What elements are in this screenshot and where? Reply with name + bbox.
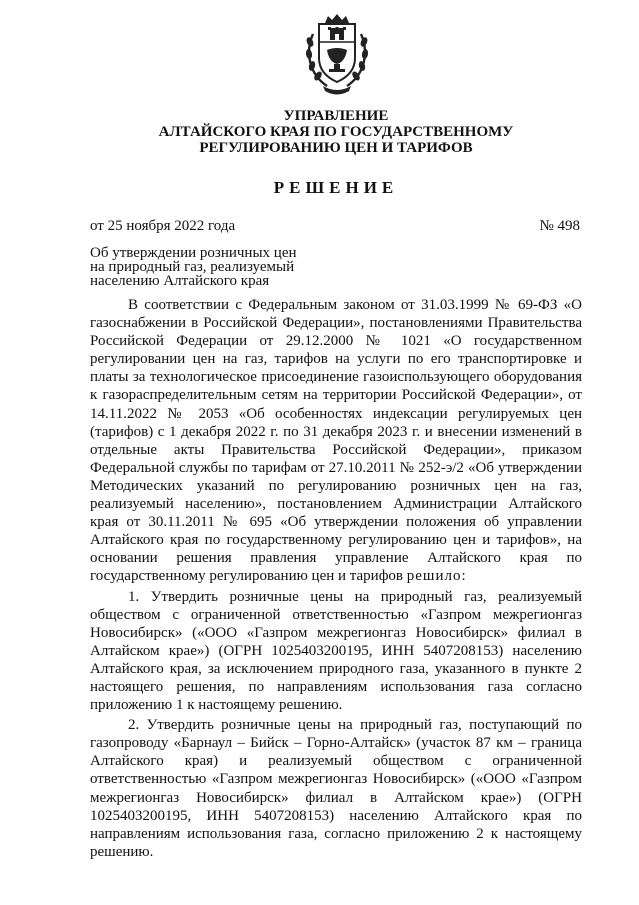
subject-line-2: на природный газ, реализуемый	[90, 259, 295, 275]
document-subject	[90, 246, 297, 288]
document-number: № 498	[539, 218, 580, 234]
document-body	[90, 296, 582, 861]
org-name-line-1: УПРАВЛЕНИЕ	[283, 108, 389, 124]
resolved-word: решило	[406, 568, 462, 585]
org-name-line-3: РЕГУЛИРОВАНИЮ ЦЕН И ТАРИФОВ	[199, 140, 473, 156]
document-date: от 25 ноября 2022 года	[90, 218, 236, 234]
clause-1-paragraph: 1. Утвердить розничные цены на природный газ, реализуемый обществом с ограниченной ответственностью «Газпром межрегионгаз Новосибирск» («ООО «Газпром межрегионгаз Новосибирск» филиал в Алтайском крае») (ОГРН 1025403200195, ИНН 5407208153) населению Алтайского края, за исключением природного газа, указанного в пункте 2 настоящего решения, по направлениям использования газа согласно приложению 1 к настоящему решению.	[90, 588, 582, 714]
preamble-colon: :	[461, 568, 466, 585]
org-name-line-2: АЛТАЙСКОГО КРАЯ ПО ГОСУДАРСТВЕННОМУ	[158, 124, 514, 140]
subject-line-1: Об утверждении розничных цен	[90, 245, 297, 261]
preamble-text: В соответствии с Федеральным законом от 31.03.1999 № 69-ФЗ «О газоснабжении в Российской Федерации», постановлениями Правительства Российской Федерации от 29.12.2000 № 1021 «О государственном регулировании цен на газ, тарифов на услуги по его транспортировке и платы за технологическое присоединение газоиспользующего оборудования к газораспределительным сетям на территории Российской Федерации», от 14.11.2022 № 2053 «Об особенностях индексации регулируемых цен (тарифов) с 1 декабря 2022 г. по 31 декабря 2023 г. и внесении изменений в отдельные акты Правительства Российской Федерации», приказом Федеральной службы по тарифам от 27.10.2011 № 252-э/2 «Об утверждении Методических указаний по регулированию розничных цен на газ, реализуемый населению», постановлением Администрации Алтайского края от 30.11.2011 № 695 «Об утверждении положения об управлении Алтайского края по государственному регулированию цен и тарифов», на основании решения правления управление Алтайского края по государственному регулированию цен и тарифов	[90, 297, 582, 585]
document-type-title: РЕШЕНИЕ	[273, 178, 399, 197]
clause-2-paragraph: 2. Утвердить розничные цены на природный газ, поступающий по газопроводу «Барнаул – Бийск – Горно-Алтайск» (участок 87 км – граница Алтайского края) и реализуемый обществом с ограниченной ответственностью «Газпром межрегионгаз Новосибирск» («ООО «Газпром межрегионгаз Новосибирск» филиал в Алтайском крае») (ОГРН 1025403200195, ИНН 5407208153) населению Алтайского края по направлениям использования газа, согласно приложению 2 к настоящему решению.	[90, 717, 582, 860]
subject-line-3: населению Алтайского края	[90, 273, 270, 289]
altai-krai-coat-of-arms-icon	[303, 12, 371, 96]
preamble-paragraph	[90, 296, 582, 586]
